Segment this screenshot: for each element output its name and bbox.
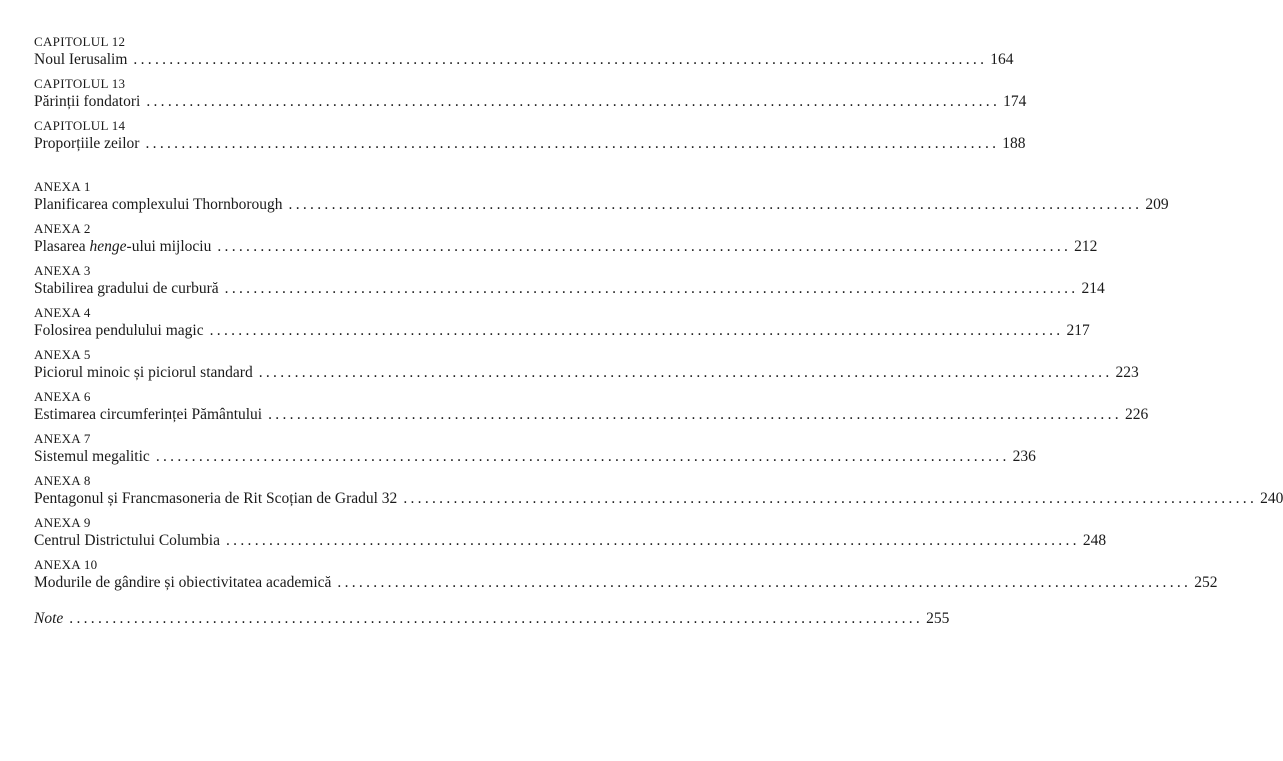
dot-leader: ....................................................................................................................... — [226, 532, 1080, 549]
section-spacer — [34, 160, 511, 179]
entry-label: CAPITOLUL 14 — [34, 118, 126, 133]
entry-line[interactable] — [34, 237, 1098, 257]
entry-title: Părinții fondatori — [34, 93, 141, 110]
entry-title-part: -ului mijlociu — [126, 238, 212, 255]
entry-page-number: 252 — [1194, 574, 1218, 591]
toc-entry-annex-7 — [34, 431, 1036, 467]
entry-page-number: 248 — [1082, 532, 1107, 549]
entry-label: ANEXA 6 — [34, 389, 91, 404]
dot-leader: ....................................................................................................................... — [288, 196, 1143, 213]
entry-title: Piciorul minoic și piciorul standard — [34, 364, 253, 381]
toc-entry-annex-6 — [34, 389, 1149, 425]
entry-title: Note — [34, 610, 64, 627]
entry-line[interactable] — [34, 531, 1107, 551]
entry-page-number: 226 — [1124, 406, 1149, 423]
entry-line[interactable] — [34, 279, 1105, 299]
entry-page-number: 174 — [1003, 93, 1027, 110]
dot-leader: ....................................................................................................................... — [209, 322, 1064, 339]
dot-leader: ....................................................................................................................... — [133, 51, 988, 68]
entry-title: Modurile de gândire și obiectivitatea academică — [34, 574, 332, 591]
toc-entry-annex-10 — [34, 557, 1218, 593]
entry-title: Noul Ierusalim — [34, 51, 128, 68]
entry-line[interactable] — [34, 195, 1169, 215]
entry-line[interactable] — [34, 447, 1036, 467]
dot-leader: ....................................................................................................................... — [224, 280, 1079, 297]
dot-leader: ....................................................................................................................... — [146, 93, 1001, 110]
entry-page-number: 240 — [1260, 490, 1283, 507]
entry-page-number: 164 — [990, 51, 1014, 68]
dot-leader: ....................................................................................................................... — [217, 238, 1072, 255]
entry-page-number: 255 — [926, 610, 950, 627]
toc-entry-annex-8 — [34, 473, 1283, 509]
toc-entry-chapter-12 — [34, 34, 1014, 70]
dot-leader: ....................................................................................................................... — [69, 610, 924, 627]
entry-line[interactable] — [34, 134, 1026, 154]
toc-entry-annex-9 — [34, 515, 1107, 551]
entry-line[interactable] — [34, 50, 1014, 70]
entry-title — [34, 237, 211, 257]
entry-page-number: 214 — [1081, 280, 1105, 297]
entry-title: Planificarea complexului Thornborough — [34, 196, 283, 213]
entry-line[interactable] — [34, 405, 1149, 425]
dot-leader: ....................................................................................................................... — [268, 406, 1122, 423]
toc-entry-chapter-13 — [34, 76, 1027, 112]
dot-leader: ....................................................................................................................... — [145, 135, 1000, 152]
entry-line[interactable] — [34, 489, 1283, 509]
toc-entry-annex-4 — [34, 305, 1090, 341]
toc-entry-annex-3 — [34, 263, 1105, 299]
toc-entry-annex-2 — [34, 221, 1098, 257]
entry-line[interactable] — [34, 573, 1218, 593]
entry-title: Stabilirea gradului de curbură — [34, 280, 219, 297]
entry-line[interactable] — [34, 321, 1090, 341]
entry-page-number: 209 — [1145, 196, 1169, 213]
dot-leader: ....................................................................................................................... — [337, 574, 1192, 591]
dot-leader: ....................................................................................................................... — [403, 490, 1258, 507]
entry-label: ANEXA 2 — [34, 221, 91, 236]
entry-page-number: 217 — [1066, 322, 1090, 339]
entry-page-number: 223 — [1115, 364, 1139, 381]
entry-label: ANEXA 9 — [34, 515, 91, 530]
entry-label: CAPITOLUL 12 — [34, 34, 126, 49]
entry-label: ANEXA 1 — [34, 179, 91, 194]
entry-title-italic: henge — [89, 238, 127, 255]
entry-line[interactable] — [34, 92, 1027, 112]
entry-title: Estimarea circumferinței Pământului — [34, 406, 263, 423]
entry-title: Proporțiile zeilor — [34, 135, 140, 152]
entry-line[interactable] — [34, 609, 950, 629]
entry-label: ANEXA 7 — [34, 431, 91, 446]
dot-leader: ....................................................................................................................... — [155, 448, 1010, 465]
entry-title: Pentagonul și Francmasoneria de Rit Scoțian de Gradul 32 — [34, 490, 398, 507]
entry-line[interactable] — [34, 363, 1139, 383]
entry-title: Centrul Districtului Columbia — [34, 532, 220, 549]
table-of-contents — [34, 34, 1283, 629]
entry-title: Folosirea pendulului magic — [34, 322, 204, 339]
entry-title-part: Plasarea — [34, 238, 90, 255]
toc-entry-annex-1 — [34, 179, 1169, 215]
toc-entry-annex-5 — [34, 347, 1139, 383]
entry-label: ANEXA 4 — [34, 305, 91, 320]
entry-label: CAPITOLUL 13 — [34, 76, 126, 91]
entry-label: ANEXA 8 — [34, 473, 91, 488]
entry-title: Sistemul megalitic — [34, 448, 150, 465]
entry-page-number: 212 — [1074, 238, 1098, 255]
dot-leader: ....................................................................................................................... — [258, 364, 1113, 381]
section-spacer — [34, 599, 511, 609]
entry-label: ANEXA 10 — [34, 557, 98, 572]
entry-page-number: 188 — [1002, 135, 1026, 152]
entry-page-number: 236 — [1012, 448, 1036, 465]
toc-entry-notes — [34, 609, 950, 629]
entry-label: ANEXA 3 — [34, 263, 91, 278]
entry-label: ANEXA 5 — [34, 347, 91, 362]
toc-entry-chapter-14 — [34, 118, 1026, 154]
